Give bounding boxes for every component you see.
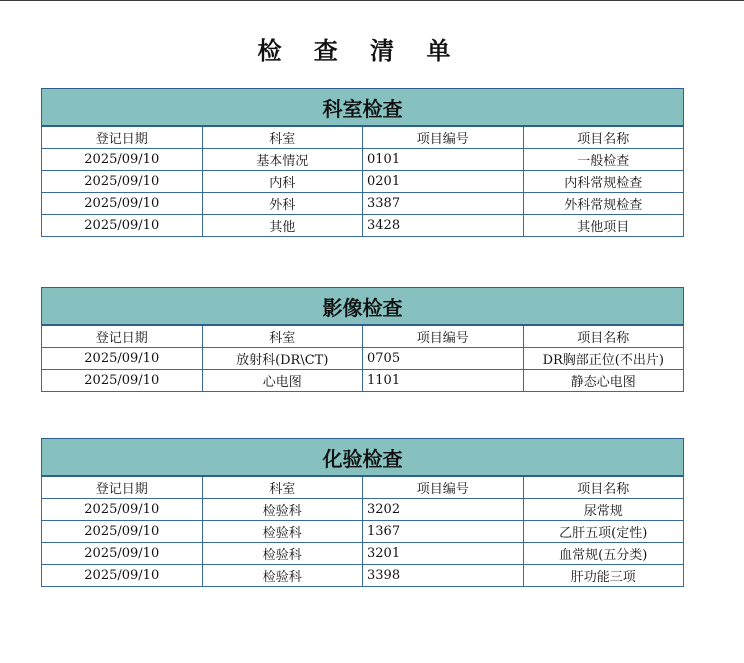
cell-date: 2025/09/10: [42, 149, 203, 171]
column-header-row: [42, 325, 684, 348]
column-header-dept: 科室: [202, 476, 363, 499]
cell-code: 3398: [363, 565, 524, 587]
column-header-row: [42, 476, 684, 499]
column-header-row: [42, 126, 684, 149]
cell-code: 3428: [363, 215, 524, 237]
cell-dept: 心电图: [202, 370, 363, 392]
cell-date: 2025/09/10: [42, 215, 203, 237]
cell-code: 1101: [363, 370, 524, 392]
cell-code: 1367: [363, 521, 524, 543]
cell-dept: 检验科: [202, 499, 363, 521]
cell-dept: 外科: [202, 193, 363, 215]
cell-name: 其他项目: [523, 215, 684, 237]
table-row: [42, 499, 684, 521]
exam-table: [41, 438, 684, 587]
section-department-exams: [41, 88, 684, 237]
cell-code: 0101: [363, 149, 524, 171]
cell-name: 乙肝五项(定性): [523, 521, 684, 543]
column-header-name: 项目名称: [523, 325, 684, 348]
table-row: [42, 149, 684, 171]
cell-name: 肝功能三项: [523, 565, 684, 587]
exam-table: [41, 88, 684, 237]
cell-dept: 其他: [202, 215, 363, 237]
cell-dept: 内科: [202, 171, 363, 193]
section-title: 影像检查: [42, 288, 684, 326]
section-title: 化验检查: [42, 439, 684, 477]
cell-name: DR胸部正位(不出片): [523, 348, 684, 370]
cell-date: 2025/09/10: [42, 543, 203, 565]
column-header-name: 项目名称: [523, 476, 684, 499]
cell-name: 静态心电图: [523, 370, 684, 392]
column-header-date: 登记日期: [42, 325, 203, 348]
column-header-code: 项目编号: [363, 126, 524, 149]
cell-name: 一般检查: [523, 149, 684, 171]
cell-name: 血常规(五分类): [523, 543, 684, 565]
column-header-dept: 科室: [202, 325, 363, 348]
cell-dept: 基本情况: [202, 149, 363, 171]
cell-date: 2025/09/10: [42, 521, 203, 543]
table-row: [42, 215, 684, 237]
cell-dept: 检验科: [202, 565, 363, 587]
column-header-date: 登记日期: [42, 476, 203, 499]
cell-dept: 放射科(DR\CT): [202, 348, 363, 370]
table-row: [42, 521, 684, 543]
table-row: [42, 543, 684, 565]
cell-date: 2025/09/10: [42, 171, 203, 193]
cell-name: 外科常规检查: [523, 193, 684, 215]
table-row: [42, 348, 684, 370]
table-row: [42, 370, 684, 392]
cell-code: 0705: [363, 348, 524, 370]
column-header-dept: 科室: [202, 126, 363, 149]
exam-table: [41, 287, 684, 392]
table-row: [42, 193, 684, 215]
cell-code: 0201: [363, 171, 524, 193]
section-lab-tests: [41, 438, 684, 587]
cell-name: 尿常规: [523, 499, 684, 521]
cell-date: 2025/09/10: [42, 499, 203, 521]
table-row: [42, 171, 684, 193]
cell-name: 内科常规检查: [523, 171, 684, 193]
column-header-date: 登记日期: [42, 126, 203, 149]
cell-code: 3387: [363, 193, 524, 215]
cell-dept: 检验科: [202, 543, 363, 565]
cell-code: 3201: [363, 543, 524, 565]
cell-code: 3202: [363, 499, 524, 521]
column-header-code: 项目编号: [363, 325, 524, 348]
cell-dept: 检验科: [202, 521, 363, 543]
cell-date: 2025/09/10: [42, 565, 203, 587]
column-header-name: 项目名称: [523, 126, 684, 149]
section-title: 科室检查: [42, 89, 684, 127]
top-border-line: [0, 0, 744, 1]
cell-date: 2025/09/10: [42, 370, 203, 392]
column-header-code: 项目编号: [363, 476, 524, 499]
cell-date: 2025/09/10: [42, 348, 203, 370]
table-row: [42, 565, 684, 587]
section-imaging-exams: [41, 287, 684, 392]
cell-date: 2025/09/10: [42, 193, 203, 215]
document-title: 检 查 清 单: [257, 36, 463, 65]
